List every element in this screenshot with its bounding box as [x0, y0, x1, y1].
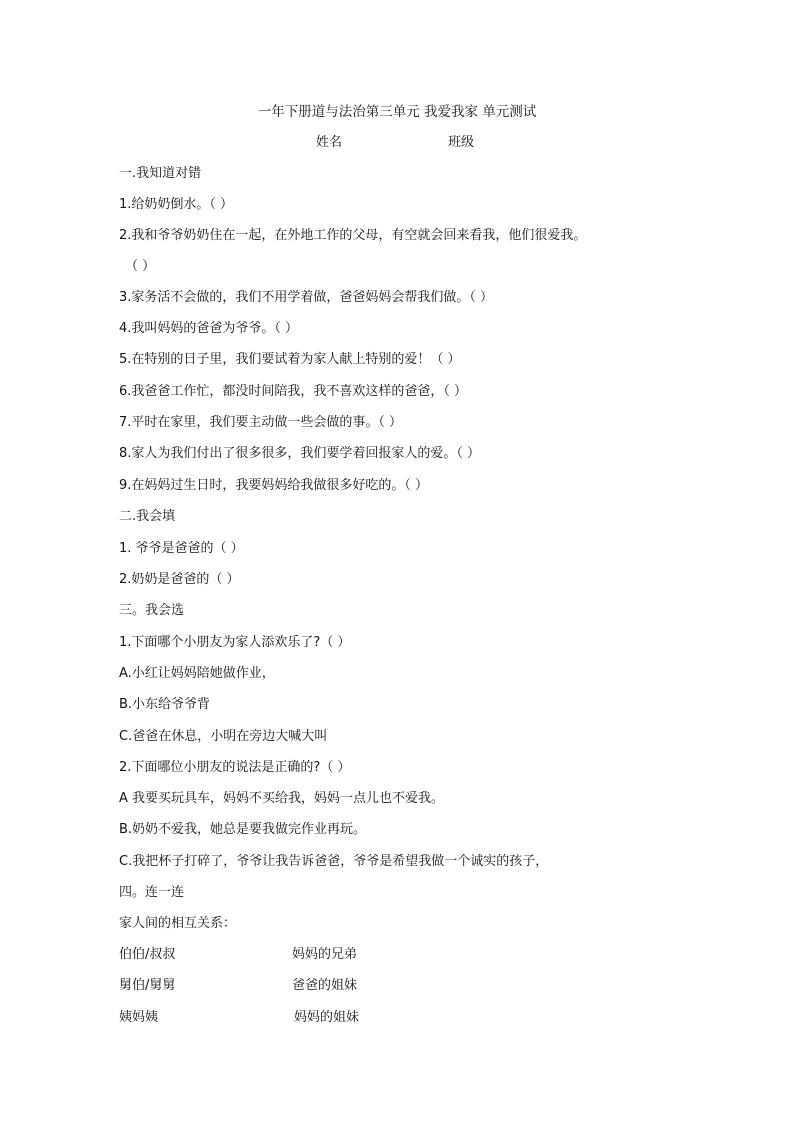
section1-item-3: 3.家务活不会做的，我们不用学着做，爸爸妈妈会帮我们做。（ ） [119, 290, 494, 305]
section1-item-7: 7.平时在家里，我们要主动做一些会做的事。（ ） [119, 415, 403, 430]
section3-q2-option-b: B.奶奶不爱我，她总是要我做完作业再玩。 [119, 822, 367, 837]
class-label: 班级 [448, 135, 475, 150]
section2-item-1: 1. 爷爷是爸爸的（ ） [119, 541, 244, 556]
section1-item-4: 4.我叫妈妈的爸爸为爷爷。（ ） [119, 321, 299, 336]
match-right-item: 爸爸的姐妹 [292, 978, 358, 993]
section1-item-8: 8.家人为我们付出了很多很多，我们要学着回报家人的爱。（ ） [119, 446, 481, 461]
match-right-item: 妈妈的姐妹 [294, 1010, 360, 1025]
section1-item-9: 9.在妈妈过生日时，我要妈妈给我做很多好吃的。（ ） [119, 478, 429, 493]
section4-heading: 四。连一连 [119, 885, 185, 900]
name-label: 姓名 [316, 135, 343, 150]
match-right-item: 妈妈的兄弟 [292, 947, 358, 962]
section3-q1-option-c: C.爸爸在休息，小明在旁边大喊大叫 [119, 729, 328, 744]
page-title: 一年下册道与法治第三单元 我爱我家 单元测试 [257, 104, 537, 120]
match-left-item: 姨妈姨 [119, 1010, 159, 1025]
section1-heading: 一.我知道对错 [119, 166, 202, 181]
section1-item-1: 1.给奶奶倒水。（ ） [119, 197, 234, 212]
section1-item-6: 6.我爸爸工作忙，都没时间陪我，我不喜欢这样的爸爸，（ ） [119, 384, 468, 399]
section1-item-2-answer: （ ） [125, 259, 156, 274]
section1-item-2: 2.我和爷爷奶奶住在一起，在外地工作的父母，有空就会回来看我，他们很爱我。 [119, 228, 587, 243]
section3-q1: 1.下面哪个小朋友为家人添欢乐了?（ ） [119, 635, 351, 650]
section1-item-5: 5.在特别的日子里，我们要试着为家人献上特别的爱！（ ） [119, 352, 461, 367]
section3-heading: 三。我会选 [119, 603, 185, 618]
section3-q2-option-c: C.我把杯子打碎了，爷爷让我告诉爸爸，爷爷是希望我做一个诚实的孩子， [119, 854, 549, 869]
section3-q1-option-b: B.小东给爷爷背 [119, 697, 211, 712]
section4-subheading: 家人间的相互关系： [119, 916, 237, 931]
section2-item-2: 2.奶奶是爸爸的（ ） [119, 572, 240, 587]
section3-q1-option-a: A.小红让妈妈陪她做作业， [119, 666, 275, 681]
section3-q2: 2.下面哪位小朋友的说法是正确的?（ ） [119, 760, 351, 775]
match-left-item: 舅伯/舅舅 [119, 978, 176, 993]
section2-heading: 二.我会填 [119, 509, 176, 524]
match-left-item: 伯伯/叔叔 [119, 947, 176, 962]
section3-q2-option-a: A 我要买玩具车，妈妈不买给我，妈妈一点儿也不爱我。 [119, 791, 445, 806]
